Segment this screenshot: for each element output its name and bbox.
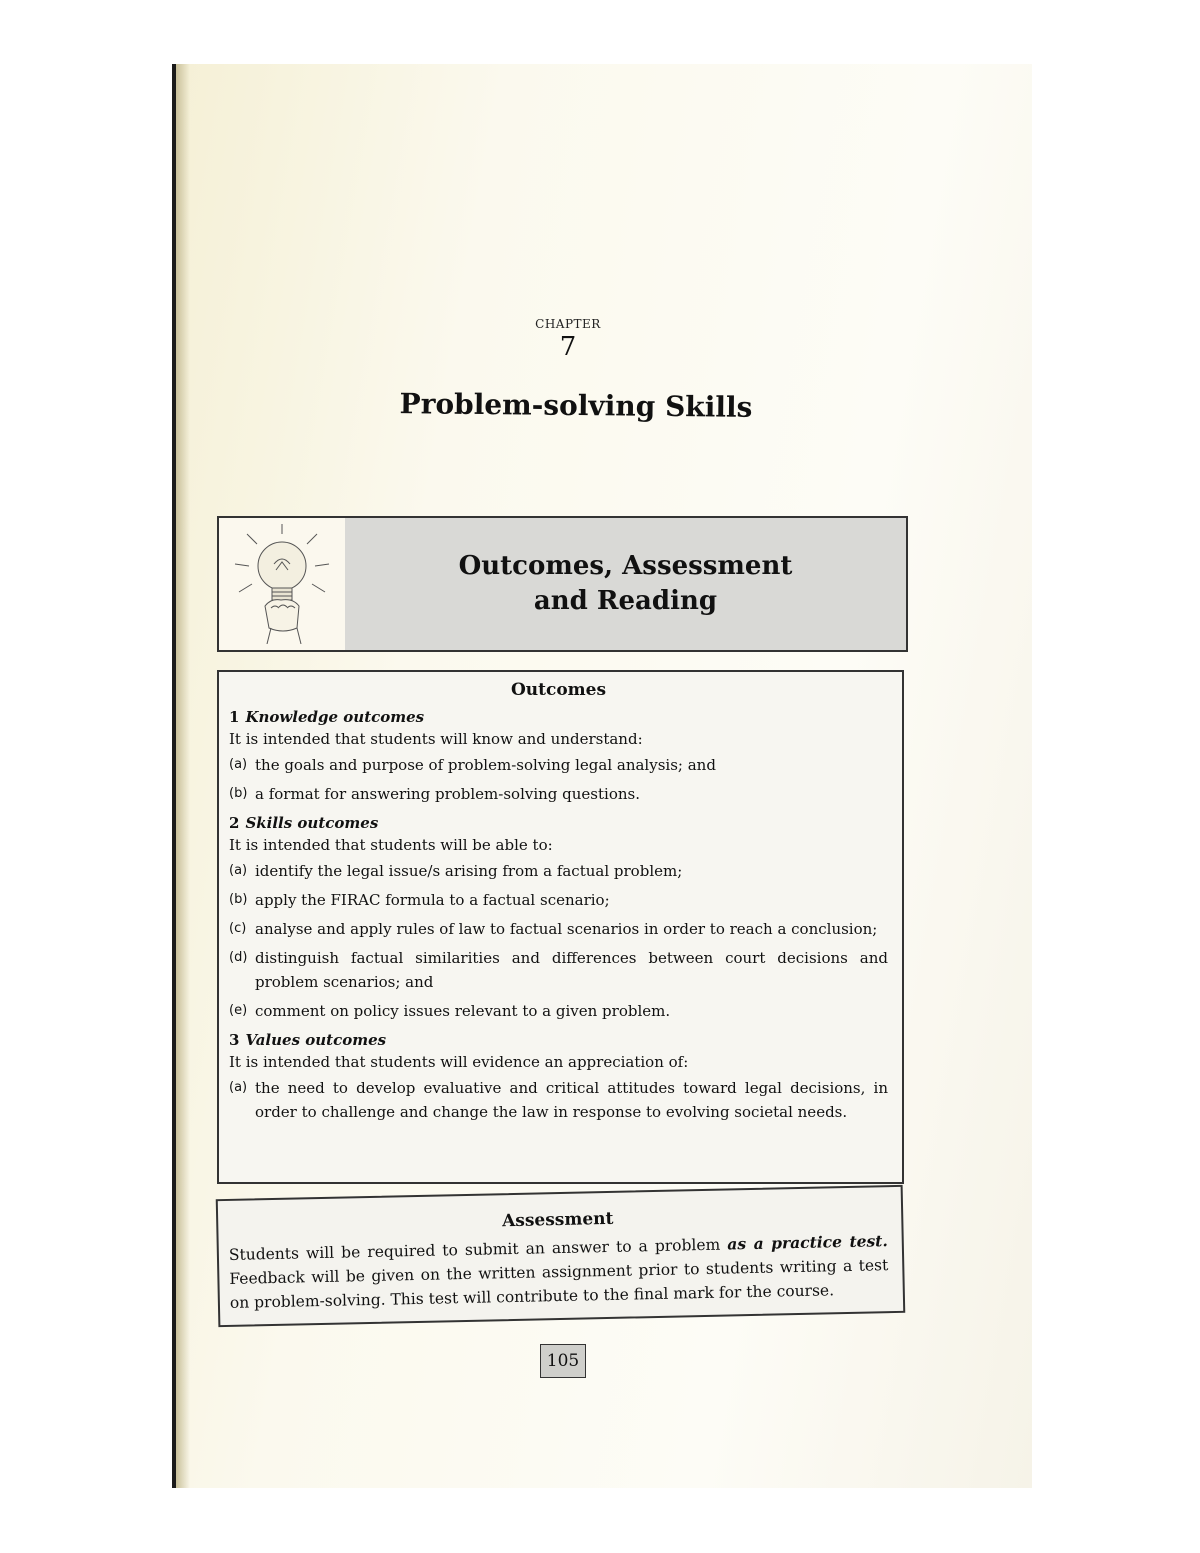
banner-title-line-1: Outcomes, Assessment [458,551,793,581]
assessment-heading: Assessment [501,1208,614,1232]
book-page [172,64,1032,1488]
list-item [229,917,888,941]
chapter-title: Problem-solving Skills [399,387,753,424]
outcomes-box [217,670,904,1184]
item-text: analyse and apply rules of law to factual scenarios in order to reach a conclusion; [255,920,878,938]
list-item [229,753,888,777]
assessment-text [229,1229,889,1315]
banner-title [345,518,906,650]
list-item [229,999,888,1023]
item-label: (b) [229,892,248,907]
item-label: (a) [229,757,248,772]
outcome-section-knowledge [229,708,888,806]
section-title: Knowledge outcomes [245,708,425,726]
outcomes-heading: Outcomes [510,680,607,700]
banner-illustration [219,518,345,650]
section-number: 2 [229,814,240,832]
outcome-section-skills [229,814,888,1023]
list-item [229,888,888,912]
section-intro: It is intended that students will be able to: [229,836,553,854]
banner-title-line-2: and Reading [533,586,718,616]
section-intro: It is intended that students will know and understand: [229,730,643,748]
section-intro: It is intended that students will evidence an appreciation of: [229,1053,689,1071]
page-spine-shadow [176,64,190,1488]
section-heading [229,708,888,726]
section-heading [229,1031,888,1049]
assessment-text-start: Students will be required to submit an answer to a problem [228,1235,728,1264]
item-text: distinguish factual similarities and differences between court decisions and problem scenarios; and [255,949,888,991]
item-label: (e) [229,1003,248,1018]
item-text: apply the FIRAC formula to a factual scenario; [255,891,610,909]
chapter-number: 7 [559,332,577,362]
item-label: (c) [229,921,247,936]
section-title: Skills outcomes [245,814,379,832]
assessment-box [216,1185,906,1327]
section-number: 3 [229,1031,240,1049]
chapter-label: CHAPTER [535,317,601,331]
item-label: (a) [229,863,248,878]
item-text: the need to develop evaluative and critical attitudes toward legal decisions, in order to challenge and change the law in response to evolving societal needs. [255,1079,888,1121]
item-text: comment on policy issues relevant to a given problem. [255,1002,671,1020]
item-text: the goals and purpose of problem-solving legal analysis; and [255,756,716,774]
assessment-emphasis: as a practice test. [727,1231,888,1254]
list-item [229,946,888,994]
outcomes-banner [217,516,908,652]
item-label: (d) [229,950,248,965]
item-label: (b) [229,786,248,801]
list-item [229,1076,888,1124]
item-label: (a) [229,1080,248,1095]
lightbulb-in-hand-icon [227,524,337,644]
section-number: 1 [229,708,240,726]
outcome-section-values [229,1031,888,1124]
section-title: Values outcomes [245,1031,387,1049]
page-number: 105 [540,1344,586,1378]
list-item [229,859,888,883]
item-text: a format for answering problem-solving questions. [255,785,640,803]
section-heading [229,814,888,832]
list-item [229,782,888,806]
assessment-text-end: Feedback will be given on the written assignment prior to students writing a test on problem-solving. This test will contribute to the final mark for the course. [229,1256,889,1312]
item-text: identify the legal issue/s arising from a factual problem; [255,862,683,880]
